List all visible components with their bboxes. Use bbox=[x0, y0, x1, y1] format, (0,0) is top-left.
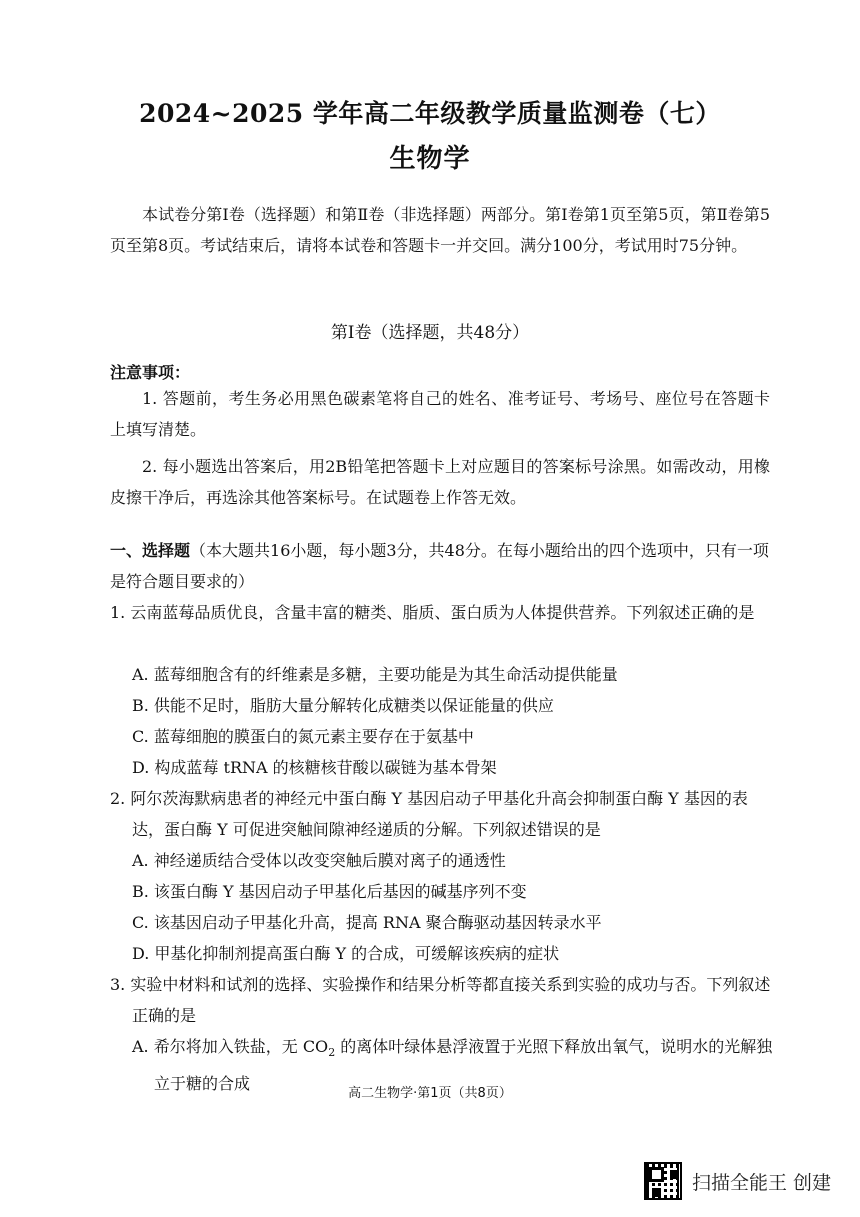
question-option: C. 该基因启动子甲基化升高，提高 RNA 聚合酶驱动基因转录水平 bbox=[132, 913, 602, 932]
question-stem: 1. 云南蓝莓品质优良，含量丰富的糖类、脂质、蛋白质为人体提供营养。下列叙述正确的是 bbox=[110, 603, 755, 622]
question-option: A. 神经递质结合受体以改变突触后膜对离子的通透性 bbox=[132, 851, 506, 870]
part-label: 一、选择题 bbox=[110, 541, 191, 560]
question-stem: 3. 实验中材料和试剂的选择、实验操作和结果分析等都直接关系到实验的成功与否。下列叙述正确的是 bbox=[110, 975, 771, 1025]
part-heading bbox=[110, 535, 774, 597]
qr-code-icon bbox=[644, 1162, 682, 1200]
exam-title: 2024~2025 学年高二年级教学质量监测卷（七） bbox=[139, 99, 721, 128]
question-option: D. 构成蓝莓 tRNA 的核糖核苷酸以碳链为基本骨架 bbox=[132, 758, 497, 777]
section-heading: 第Ⅰ卷（选择题，共48分） bbox=[330, 323, 530, 343]
subject-title: 生物学 bbox=[389, 144, 471, 174]
intro-paragraph: 本试卷分第Ⅰ卷（选择题）和第Ⅱ卷（非选择题）两部分。第Ⅰ卷第1页至第5页，第Ⅱ卷第5页至第8页。考试结束后，请将本试卷和答题卡一并交回。满分100分，考试用时75分钟。 bbox=[110, 205, 770, 255]
note-item: 1. 答题前，考生务必用黑色碳素笔将自己的姓名、准考证号、考场号、座位号在答题卡上填写清楚。 bbox=[110, 389, 770, 439]
page-footer: 高二生物学·第1页（共8页） bbox=[348, 1086, 512, 1101]
question-option: B. 供能不足时，脂肪大量分解转化成糖类以保证能量的供应 bbox=[132, 696, 554, 715]
question-stem: 2. 阿尔茨海默病患者的神经元中蛋白酶 Y 基因启动子甲基化升高会抑制蛋白酶 Y 基因的表达，蛋白酶 Y 可促进突触间隙神经递质的分解。下列叙述错误的是 bbox=[110, 789, 748, 839]
question-option: C. 蓝莓细胞的膜蛋白的氮元素主要存在于氨基中 bbox=[132, 727, 474, 746]
question-option: A. 希尔将加入铁盐，无 $CO_2$ 的离体叶绿体悬浮液置于光照下释放出氧气，说明水的光解独立于糖的合成 bbox=[132, 1037, 773, 1094]
scanner-watermark bbox=[644, 1162, 831, 1200]
part-description: （本大题共16小题，每小题3分，共48分。在每小题给出的四个选项中，只有一项是符合题目要求的） bbox=[110, 541, 769, 591]
question-option: D. 甲基化抑制剂提高蛋白酶 Y 的合成，可缓解该疾病的症状 bbox=[132, 944, 560, 963]
question-option: A. 蓝莓细胞含有的纤维素是多糖，主要功能是为其生命活动提供能量 bbox=[132, 665, 618, 684]
notes-title: 注意事项： bbox=[110, 363, 191, 382]
watermark-text: 扫描全能王 创建 bbox=[692, 1171, 832, 1194]
note-item: 2. 每小题选出答案后，用2B铅笔把答题卡上对应题目的答案标号涂黑。如需改动，用橡皮擦干净后，再选涂其他答案标号。在试题卷上作答无效。 bbox=[110, 457, 770, 507]
question-option: B. 该蛋白酶 Y 基因启动子甲基化后基因的碱基序列不变 bbox=[132, 882, 527, 901]
